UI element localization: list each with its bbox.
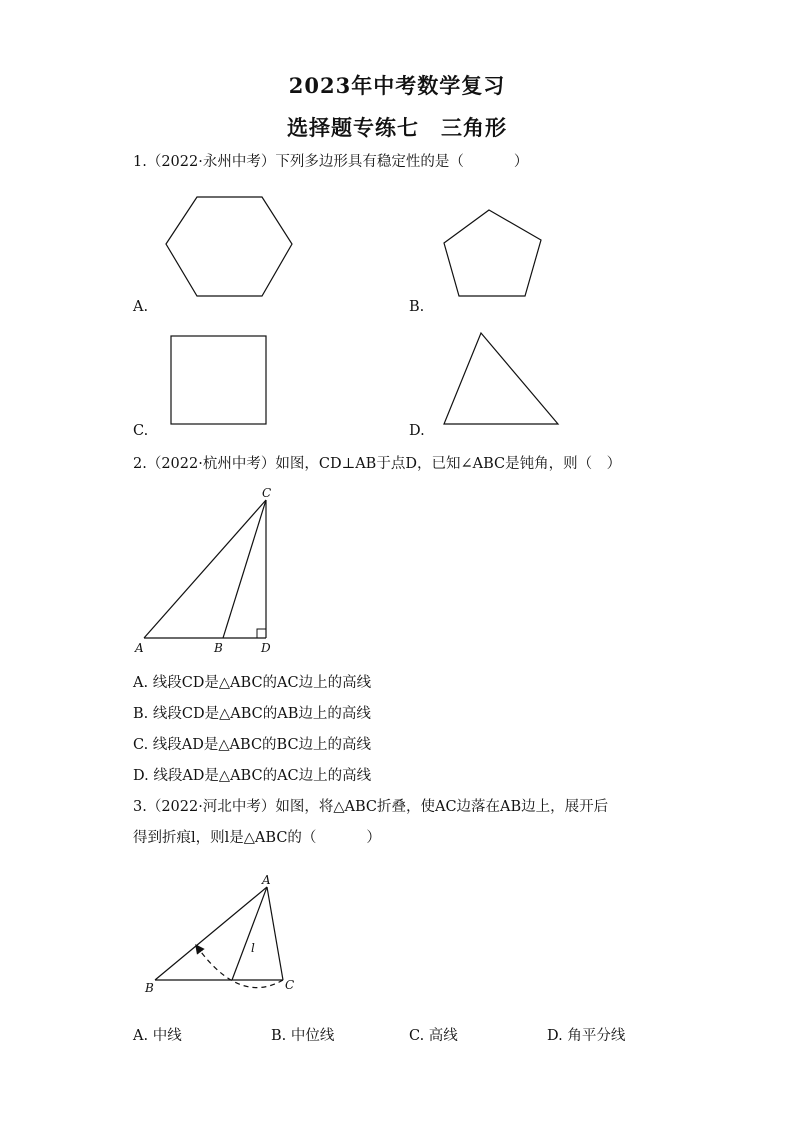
- label-c: C: [262, 486, 272, 500]
- question-3-close: ）: [366, 830, 381, 846]
- segment-ba: [155, 887, 267, 980]
- q3-option-d[interactable]: D. 角平分线: [547, 1028, 626, 1044]
- q2-option-d[interactable]: D. 线段AD是△ABC的AC边上的高线: [133, 768, 372, 784]
- question-2-figure: [0, 480, 794, 680]
- q1-option-c[interactable]: C.: [133, 423, 149, 439]
- right-angle-mark: [257, 629, 266, 638]
- square-shape: [171, 336, 266, 424]
- q2-option-a[interactable]: A. 线段CD是△ABC的AC边上的高线: [133, 675, 372, 691]
- segment-ac: [144, 500, 266, 638]
- question-3-stem-text: 得到折痕l，则l是△ABC的（: [133, 830, 317, 846]
- label-b: B: [145, 981, 154, 995]
- question-3-stem-line1: 3.（2022·河北中考）如图，将△ABC折叠，使AC边落在AB边上，展开后: [133, 799, 609, 815]
- q2-option-c[interactable]: C. 线段AD是△ABC的BC边上的高线: [133, 737, 372, 753]
- q3-option-a[interactable]: A. 中线: [133, 1028, 182, 1044]
- q1-option-d[interactable]: D.: [409, 423, 425, 439]
- segment-bc: [223, 500, 266, 638]
- page-subtitle: 选择题专练七 三角形: [287, 115, 507, 140]
- question-3-figure: [0, 870, 794, 1010]
- question-1-stem-text: 1.（2022·永州中考）下列多边形具有稳定性的是（: [133, 154, 464, 170]
- hexagon-shape: [166, 197, 292, 296]
- fold-arc-dashed: [198, 948, 283, 988]
- q1-option-b[interactable]: B.: [409, 299, 425, 315]
- label-l: l: [251, 941, 255, 955]
- label-a: A: [135, 641, 144, 655]
- triangle-shape: [444, 333, 558, 424]
- label-d: D: [261, 641, 271, 655]
- page-title: 2023年中考数学复习: [288, 73, 506, 98]
- q3-option-c[interactable]: C. 高线: [409, 1028, 458, 1044]
- q1-option-a[interactable]: A.: [133, 299, 149, 315]
- label-b: B: [214, 641, 223, 655]
- segment-ac: [267, 887, 283, 980]
- question-2-stem: 2.（2022·杭州中考）如图，CD⊥AB于点D，已知∠ABC是钝角，则（ ）: [133, 456, 622, 472]
- question-1-shapes: [0, 0, 794, 460]
- q3-option-b[interactable]: B. 中位线: [271, 1028, 335, 1044]
- label-c: C: [285, 978, 295, 992]
- question-1-close: ）: [513, 154, 529, 170]
- q2-option-b[interactable]: B. 线段CD是△ABC的AB边上的高线: [133, 706, 371, 722]
- pentagon-shape: [444, 210, 541, 296]
- question-3-stem-line2: [133, 826, 381, 847]
- label-a: A: [262, 873, 271, 887]
